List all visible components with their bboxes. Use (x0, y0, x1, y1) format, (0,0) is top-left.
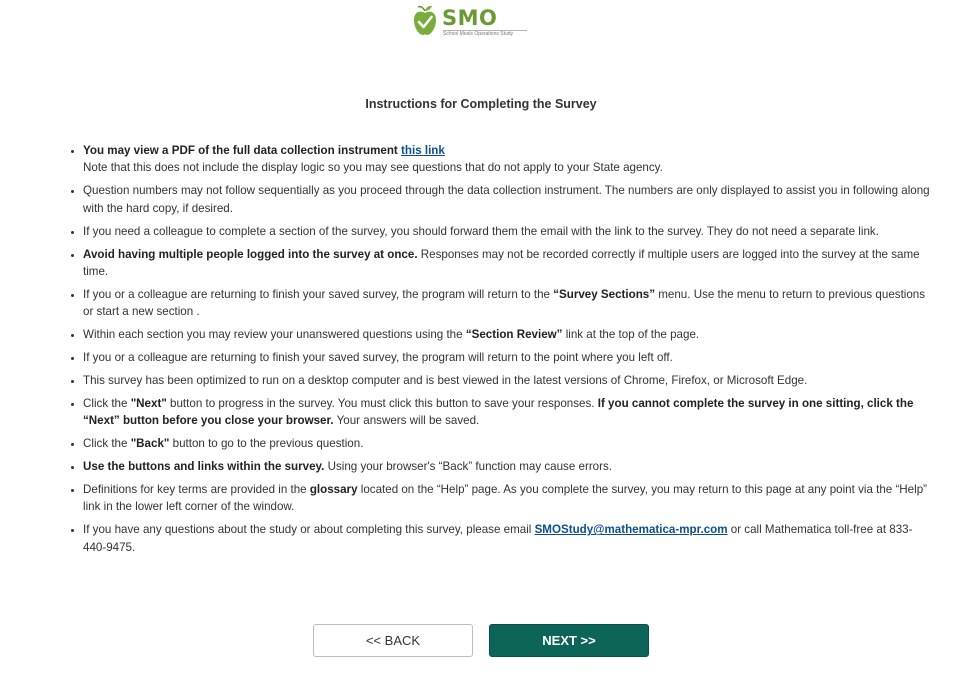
list-item (83, 481, 933, 516)
back-button[interactable]: << BACK (313, 624, 473, 657)
item-text: If you or a colleague are returning to finish your saved survey, the program will return to the point where you left off. (83, 351, 673, 365)
list-item (83, 286, 933, 321)
smo-logo (412, 4, 532, 42)
item-text: button to go to the previous question. (169, 437, 364, 451)
list-item (83, 223, 933, 240)
item-text: or call Mathematica toll-free at 833-440-9475. (83, 523, 913, 554)
item-bold-text: “Section Review” (465, 328, 563, 342)
item-text: link at the top of the page. (562, 328, 700, 342)
item-text: This survey has been optimized to run on a desktop computer and is best viewed in the latest versions of Chrome, Firefox, or Microsoft Edge. (83, 373, 808, 387)
logo-text: SMO (442, 6, 498, 30)
item-text: Note that this does not include the display logic so you may see questions that do not apply to your State agency. (83, 161, 663, 175)
item-bold-text: Use the buttons and links within the survey. (83, 460, 325, 474)
item-text: Responses may not be recorded correctly if multiple users are logged into the survey at the same time. (83, 247, 920, 278)
item-bold-text: Avoid having multiple people logged into the survey at once. (83, 247, 418, 261)
apple-check-icon (412, 4, 438, 38)
item-text: menu. Use the menu to return to previous questions or start a new section . (83, 287, 926, 319)
item-bold-text: You may view a PDF of the full data collection instrument (83, 144, 402, 157)
list-item (83, 395, 933, 430)
page-title: Instructions for Completing the Survey (365, 97, 597, 111)
list-item (83, 521, 933, 556)
list-item (83, 326, 933, 343)
item-text: button to progress in the survey. You must click this button to save your responses. (166, 396, 598, 410)
logo-subtitle: School Meals Operations Study (443, 31, 514, 37)
item-text: Within each section you may review your unanswered questions using the (83, 328, 466, 342)
item-bold-text: "Back" (130, 437, 170, 451)
list-item (83, 372, 933, 389)
item-text: Click the (83, 396, 131, 410)
list-item (83, 349, 933, 366)
item-bold-text: glossary (309, 483, 358, 496)
list-item (83, 246, 933, 281)
item-text: Click the (83, 437, 131, 451)
item-bold-text: "Next" (130, 396, 167, 410)
item-bold-text: “Survey Sections” (553, 287, 656, 301)
item-text: Question numbers may not follow sequentially as you proceed through the data collection instrument. The numbers are only displayed to assist you in following along with the hard copy, if desired. (83, 184, 930, 215)
email-link[interactable]: SMOStudy@mathematica-mpr.com (534, 523, 728, 537)
item-bold-text: If you cannot complete the survey in one sitting, click the “Next” button before you close your browser. (83, 396, 914, 428)
list-item (83, 435, 933, 452)
list-item (83, 182, 933, 217)
pdf-link[interactable]: this link (401, 144, 445, 157)
list-item (83, 458, 933, 475)
item-text: If you or a colleague are returning to finish your saved survey, the program will return to the (83, 287, 554, 301)
item-text: If you need a colleague to complete a section of the survey, you should forward them the email with the link to the survey. They do not need a separate link. (83, 224, 879, 238)
item-text: Definitions for key terms are provided in the (83, 483, 310, 496)
item-text: Using your browser's “Back” function may cause errors. (324, 460, 613, 474)
instruction-list (66, 142, 933, 562)
item-text: Your answers will be saved. (333, 414, 480, 428)
item-text: located on the “Help” page. As you complete the survey, you may return to this page at any point via the “Help” link in the lower left corner of the window. (83, 483, 928, 514)
next-button[interactable]: NEXT >> (489, 624, 649, 657)
item-text: If you have any questions about the study or about completing this survey, please email (83, 523, 535, 537)
list-item (83, 142, 933, 177)
